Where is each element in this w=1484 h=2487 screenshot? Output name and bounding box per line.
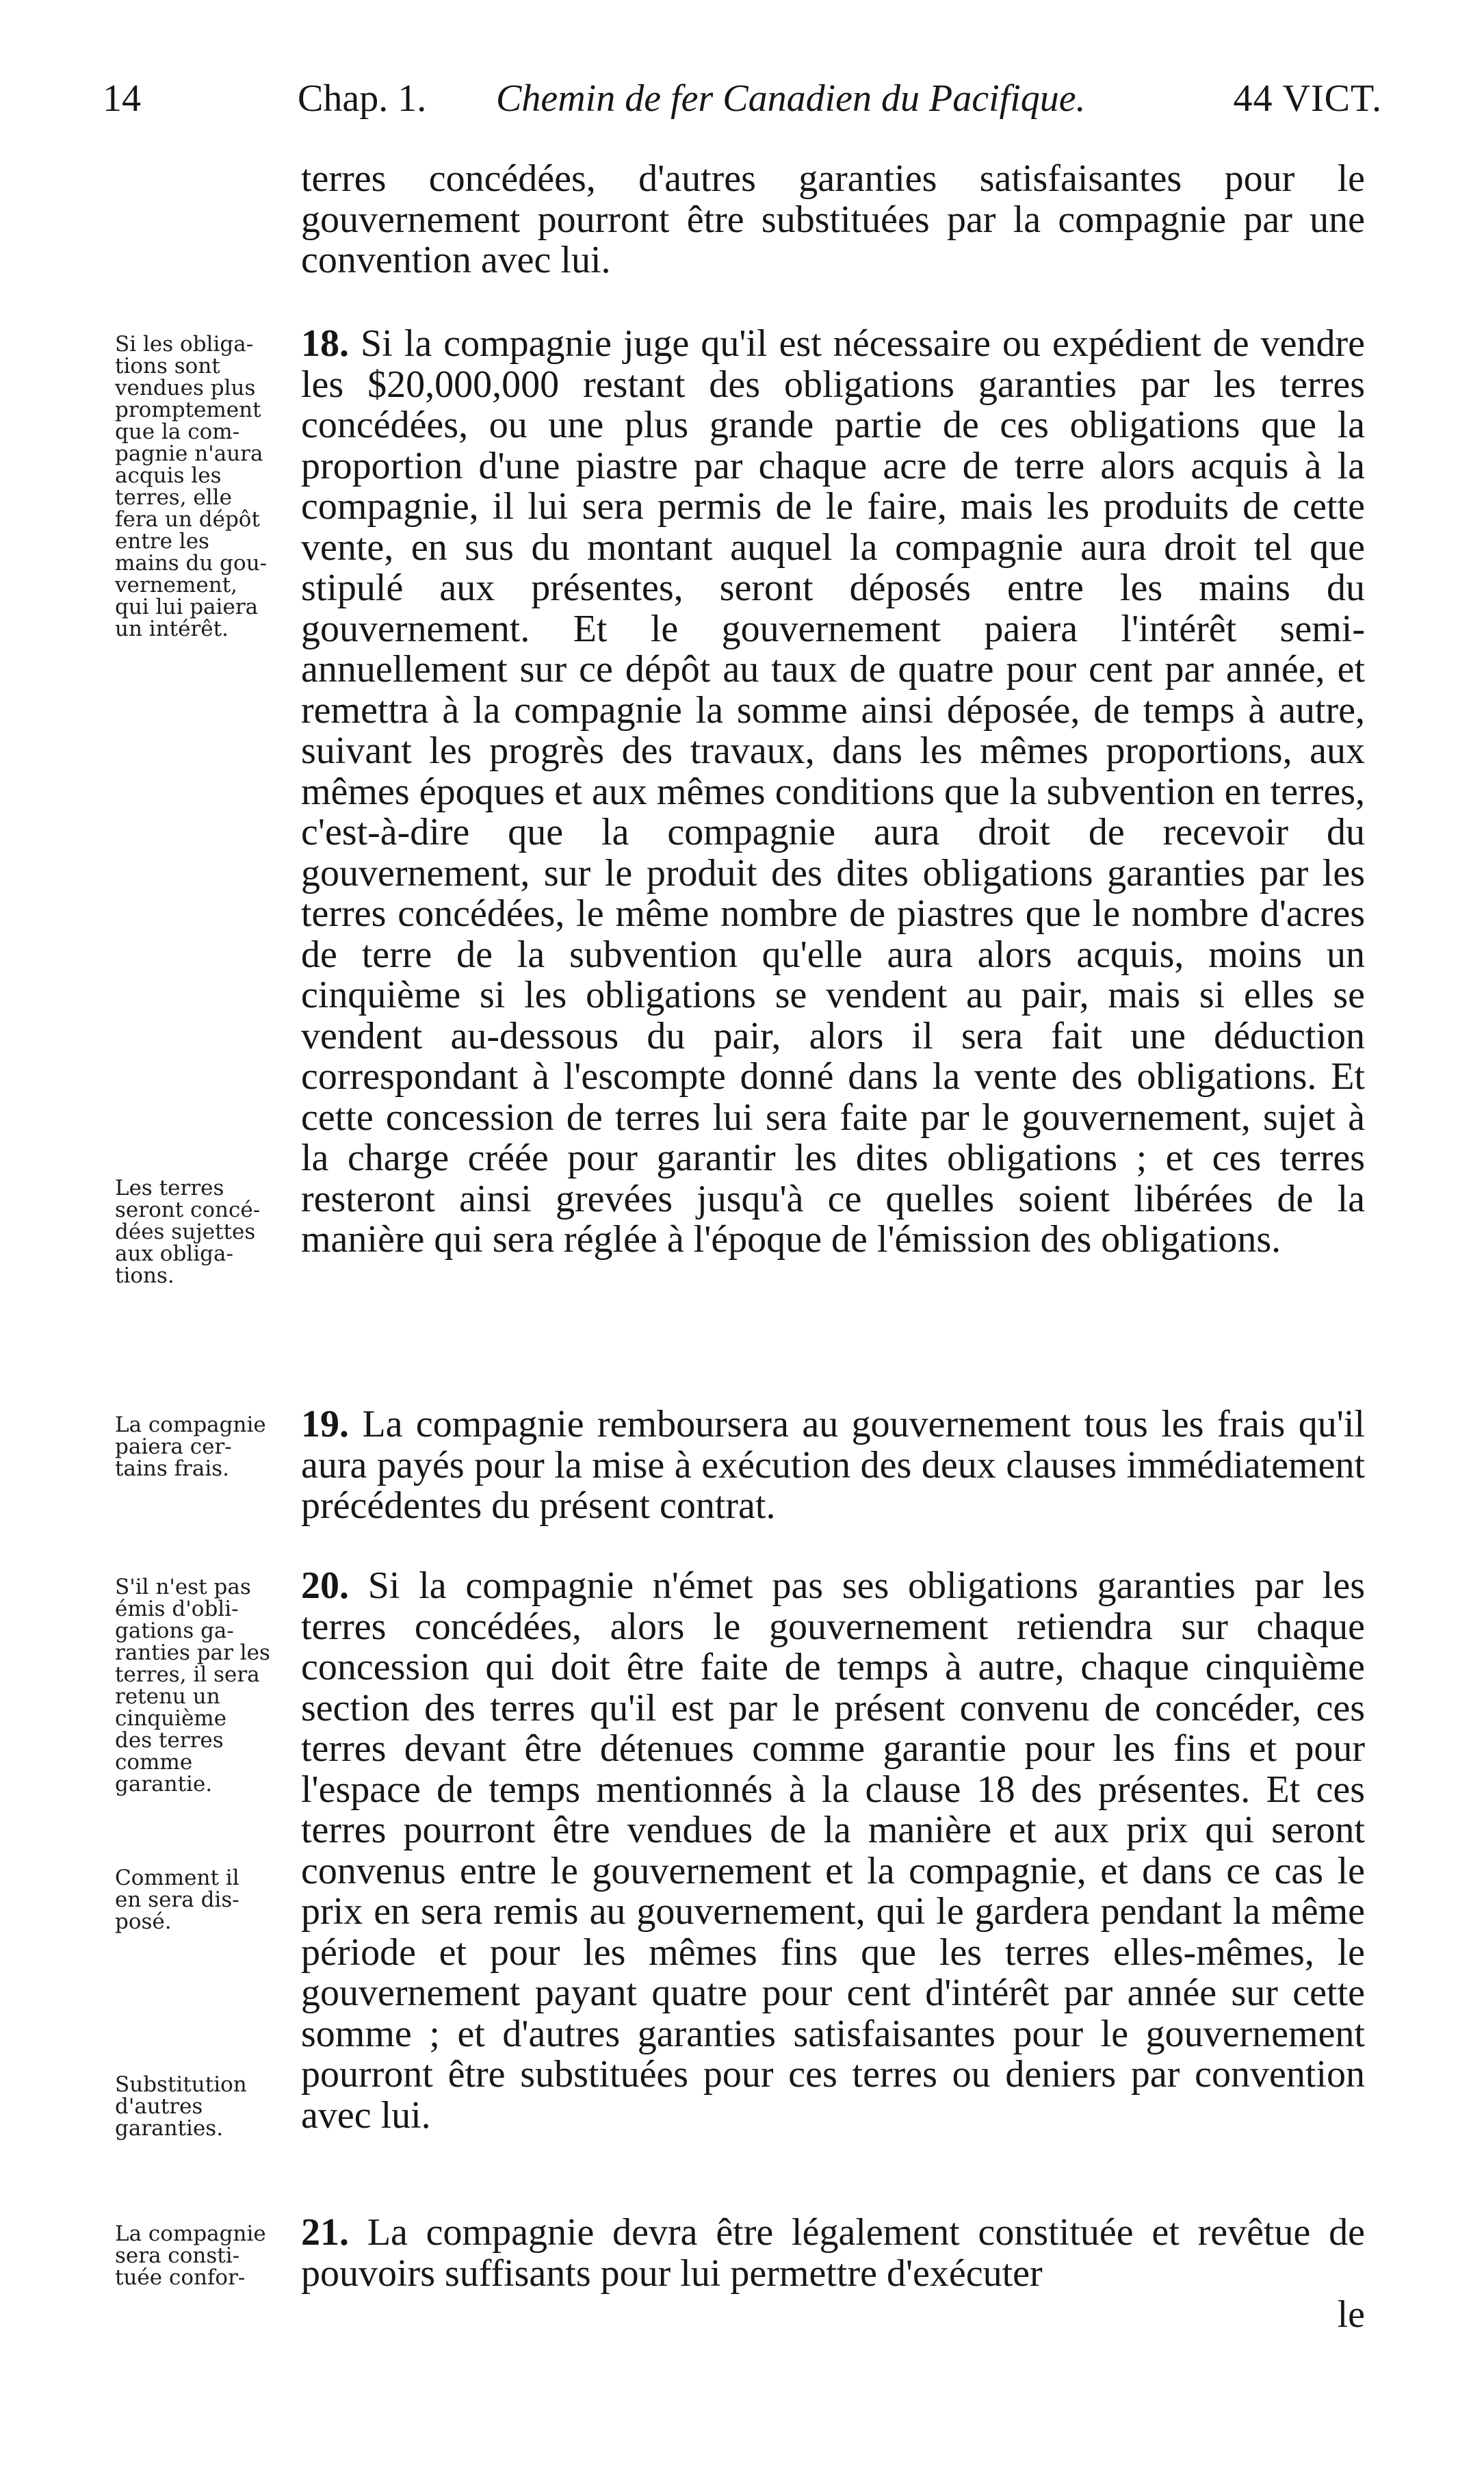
running-header xyxy=(103,77,1382,138)
margin-note-retained-fifth: S'il n'est pas émis d'obli- gations ga- ranties par les terres, il sera retenu un cinquième des terres comme garantie. xyxy=(115,1575,270,1796)
continuation-text: terres concédées, d'autres garanties satisfaisantes pour le gouvernement pourront être substituées par la compagnie par une convention avec lui. xyxy=(301,157,1365,281)
continuation-paragraph xyxy=(301,159,1365,281)
section-number: 20. xyxy=(301,1564,349,1607)
regnal-year: 44 VICT. xyxy=(1233,77,1382,120)
section-text: La compagnie remboursera au gouvernement tous les frais qu'il aura payés pour la mise à exécution des deux clauses immédiatement précédentes du présent contrat. xyxy=(301,1403,1365,1527)
margin-note-costs: La compagnie paiera cer- tains frais. xyxy=(115,1413,266,1481)
margin-note-deposit: Si les obliga- tions sont vendues plus promptement que la com- pagnie n'aura acquis les terres, elle fera un dépôt entre les mains du gou- vernement, qui lui paiera un intérêt. xyxy=(115,332,268,641)
section-number: 21. xyxy=(301,2211,349,2254)
section-18 xyxy=(301,324,1365,1261)
section-20 xyxy=(301,1566,1365,2136)
page-number: 14 xyxy=(103,77,141,120)
section-text: Si la compagnie n'émet pas ses obligations garanties par les terres concédées, alors le gouvernement retiendra sur chaque concession qui doit être faite de temps à autre, chaque cinquième section des terres qu'il est par le présent convenu de concéder, ces terres devant être détenues comme garantie pour les fins et pour l'espace de temps mentionnés à la clause 18 des présentes. Et ces terres pourront être vendues de la manière et aux prix qui seront convenus entre le gouvernement et la compagnie, et dans ce cas le prix en sera remis au gouvernement, qui le gardera pendant la même période et pour les mêmes fins que les terres elles-mêmes, le gouvernement payant quatre pour cent d'intérêt par année sur cette somme ; et d'autres garanties satisfaisantes pour le gouvernement pourront être substituées pour ces terres ou deniers par convention avec lui. xyxy=(301,1564,1365,2137)
chapter-label: Chap. 1. xyxy=(298,77,427,120)
section-text: Si la compagnie juge qu'il est nécessaire ou expédient de vendre les $20,000,000 restant des obligations garanties par les terres concédées, ou une plus grande partie de ces obligations que la proportion d'une piastre par chaque acre de terre alors acquis à la compagnie, il lui sera permis de le faire, mais les produits de cette vente, en sus du montant auquel la compagnie aura droit tel que stipulé aux présentes, seront déposés entre les mains du gouvernement. Et le gouvernement paiera l'intérêt semi-annuellement sur ce dépôt au taux de quatre pour cent par année, et remettra à la compagnie la somme ainsi déposée, de temps à autre, suivant les progrès des travaux, dans les mêmes proportions, aux mêmes époques et aux mêmes conditions que la subvention en terres, c'est-à-dire que la compagnie aura droit de recevoir du gouvernement, sur le produit des dites obligations garanties par les terres concédées, le même nombre de piastres que le nombre d'acres de terre de la subvention qu'elle aura alors acquis, moins un cinquième si les obligations se vendent au pair, mais si elles se vendent au-dessous du pair, alors il sera fait une déduction correspondant à l'escompte donné dans la vente des obligations. Et cette concession de terres lui sera faite par le gouvernement, sujet à la charge créée pour garantir les dites obligations ; et ces terres resteront ainsi grevées jusqu'à ce quelles soient libérées de la manière qui sera réglée à l'époque de l'émission des obligations. xyxy=(301,322,1365,1261)
section-19 xyxy=(301,1404,1365,1527)
margin-note-lands-subject: Les terres seront concé- dées sujettes aux obliga- tions. xyxy=(115,1176,261,1288)
margin-note-constitution: La compagnie sera consti- tuée confor- xyxy=(115,2221,266,2290)
section-21 xyxy=(301,2213,1365,2294)
margin-note-disposal: Comment il en sera dis- posé. xyxy=(115,1866,239,1934)
section-number: 19. xyxy=(301,1403,349,1445)
section-number: 18. xyxy=(301,322,349,365)
margin-note-substitution: Substitution d'autres garanties. xyxy=(115,2072,247,2141)
running-title: Chemin de fer Canadien du Pacifique. xyxy=(496,77,1086,120)
catchword: le xyxy=(1337,2293,1365,2336)
section-text: La compagnie devra être légalement constituée et revêtue de pouvoirs suffisants pour lui permettre d'exécuter xyxy=(301,2211,1366,2295)
